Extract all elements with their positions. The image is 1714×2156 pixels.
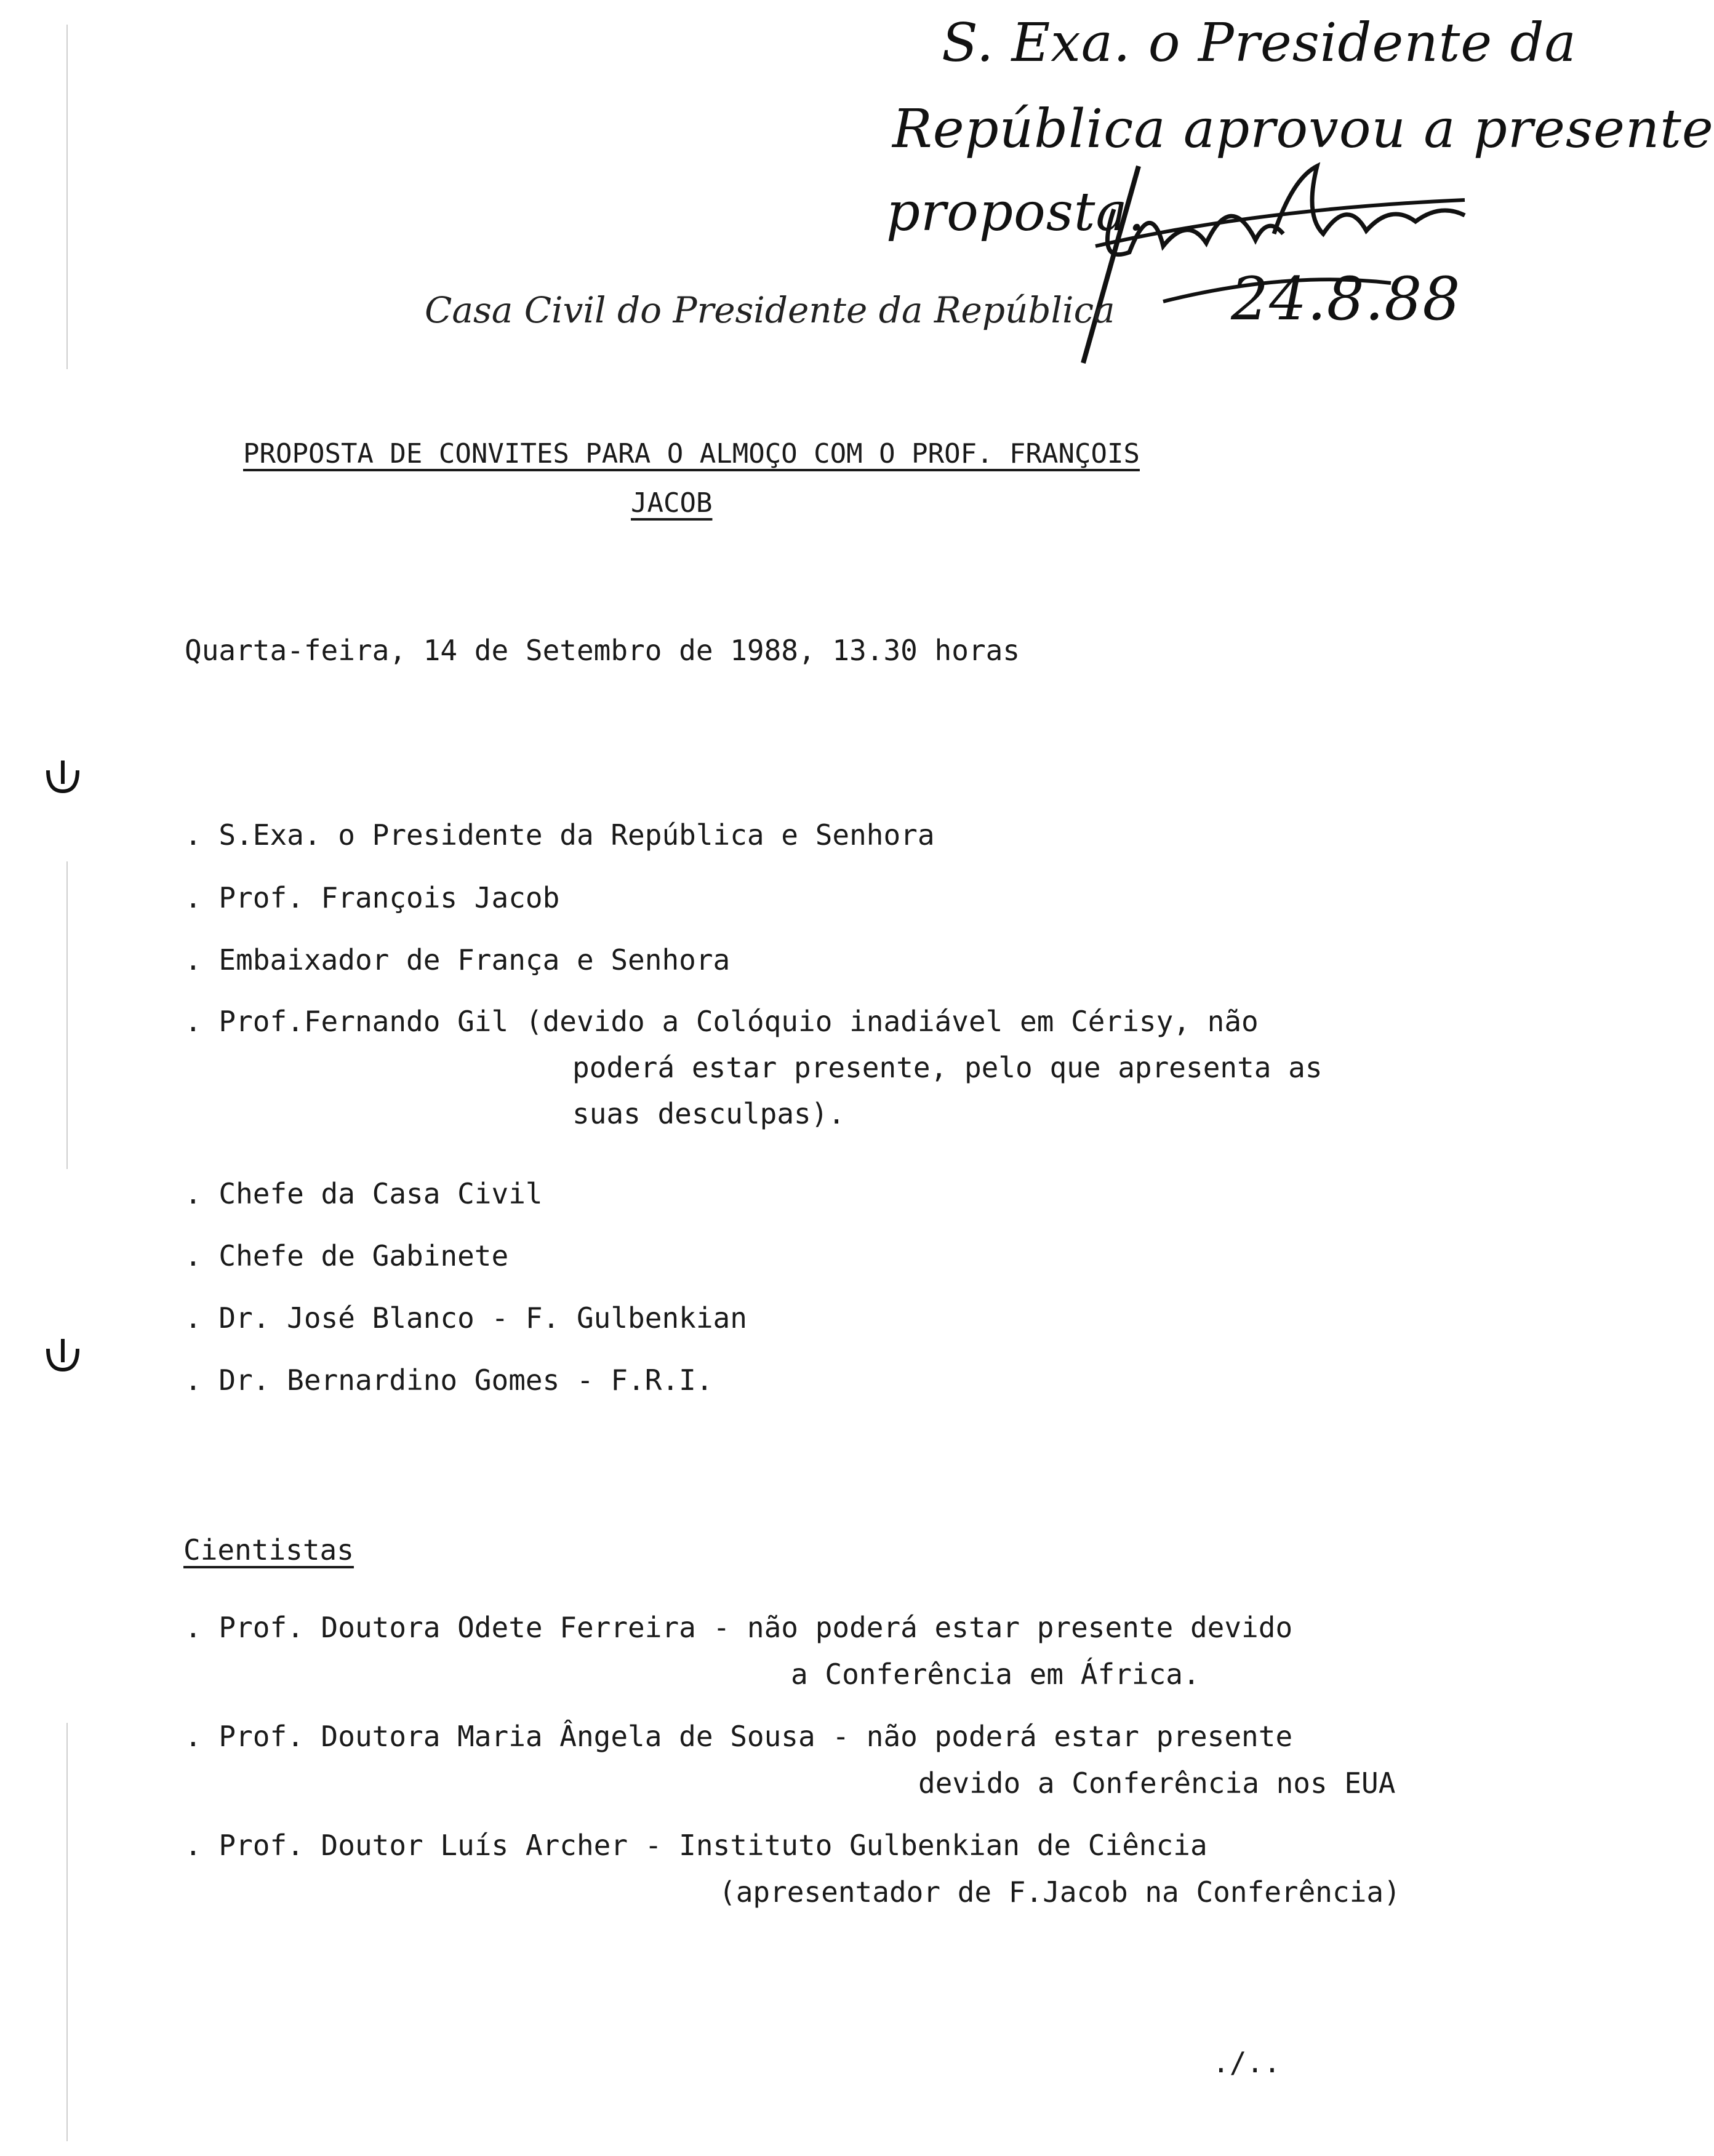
handwritten-date: 24.8.88: [1231, 265, 1461, 333]
list-item: . Chefe da Casa Civil: [185, 1177, 543, 1210]
list-item: . Chefe de Gabinete: [185, 1239, 509, 1272]
punch-hole-icon: [43, 757, 82, 796]
list-item-continuation: devido a Conferência nos EUA: [918, 1767, 1396, 1800]
list-item: . Prof. Doutora Maria Ângela de Sousa - não poderá estar presente: [185, 1720, 1293, 1753]
section-heading-scientists: Cientistas: [183, 1533, 354, 1567]
signature: [1071, 142, 1477, 375]
list-item: . Prof. François Jacob: [185, 881, 560, 914]
list-item: . Embaixador de França e Senhora: [185, 943, 731, 976]
list-item: . Dr. José Blanco - F. Gulbenkian: [185, 1301, 747, 1335]
list-item-continuation: poderá estar presente, pelo que apresenta as: [572, 1051, 1323, 1084]
handwritten-line: República aprovou a presente: [892, 98, 1714, 160]
document-title: [243, 429, 1259, 528]
margin-line: [66, 1723, 68, 2141]
punch-hole-icon: [43, 1335, 82, 1375]
margin-line: [66, 861, 68, 1169]
title-line: JACOB: [631, 487, 713, 519]
letterhead: Casa Civil do Presidente da República: [425, 289, 1115, 331]
page-continuation-mark: ./..: [1212, 2046, 1281, 2079]
handwritten-line: S. Exa. o Presidente da: [942, 12, 1577, 74]
title-line: PROPOSTA DE CONVITES PARA O ALMOÇO COM O PROF. FRANÇOIS: [243, 438, 1140, 469]
list-item: . Prof. Doutor Luís Archer - Instituto Gulbenkian de Ciência: [185, 1829, 1207, 1862]
list-item: . Prof.Fernando Gil (devido a Colóquio inadiável em Cérisy, não: [185, 1005, 1259, 1038]
list-item: . S.Exa. o Presidente da República e Senhora: [185, 818, 935, 852]
margin-line: [66, 25, 68, 369]
handwritten-line: proposta.: [886, 182, 1146, 243]
list-item-continuation: (apresentador de F.Jacob na Conferência): [719, 1875, 1401, 1909]
list-item-continuation: suas desculpas).: [572, 1097, 846, 1130]
event-date: Quarta-feira, 14 de Setembro de 1988, 13.30 horas: [185, 634, 1020, 667]
list-item-continuation: a Conferência em África.: [791, 1658, 1200, 1691]
list-item: . Prof. Doutora Odete Ferreira - não poderá estar presente devido: [185, 1611, 1293, 1644]
list-item: . Dr. Bernardino Gomes - F.R.I.: [185, 1363, 713, 1397]
